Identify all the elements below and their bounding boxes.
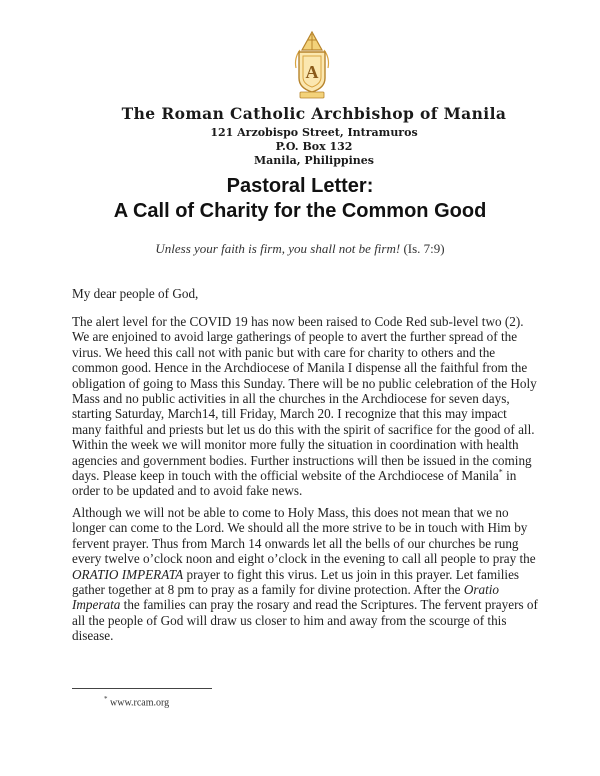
paragraph-2-part-1: Although we will not be able to come to Holy Mass, this does not mean that we no longer can come to the Lord. We should all the more strive to be in touch with Him by fervent prayer. Thus from March 14 onwards let all the bells of our churches be rung every twelve o’clock noon and eight o’clock in the evening to call all people to pray the [72,505,536,567]
letterhead-address-city: Manila, Philippines [253,154,374,167]
footnote-divider [72,688,212,689]
letter-subtitle: A Call of Charity for the Common Good [113,200,487,222]
epigraph [0,241,600,257]
salutation: My dear people of God, [72,286,199,301]
paragraph-2 [72,505,538,644]
paragraph-2-part-2: prayer to fight this virus. Let us join in this prayer. Let families gather together at 8 pm to pray as a family for divine protection. After the [72,566,520,598]
paragraph-1 [72,314,538,499]
oratio-imperata: Oratio Imperata [72,582,500,613]
oratio-imperata-caps: ORATIO IMPERATA [72,566,184,582]
epigraph-citation: (Is. 7:9) [403,241,445,256]
footnote-reference: * [498,467,503,477]
paragraph-2-part-3: the families can pray the rosary and read the Scriptures. The fervent prayers of all the people of God will draw us closer to him and away from the scourge of this disease. [72,597,538,644]
letter-title: Pastoral Letter: [226,175,374,197]
letterhead-address-pobox: P.O. Box 132 [275,140,353,153]
epigraph-quote: Unless your faith is firm, you shall not be firm! [155,241,401,256]
svg-text:A: A [305,62,319,82]
letterhead-address-street: 121 Arzobispo Street, Intramuros [210,126,418,139]
footnote [104,695,169,708]
paragraph-1-text: The alert level for the COVID 19 has now been raised to Code Red sub-level two (2). We are enjoined to avoid large gatherings of people to avert the further spread of the virus. We heed this call not with panic but with care for charity to others and the common good. Hence in the Archdiocese of Manila I dispense all the faithful from the obligation of going to Mass this Sunday. There will be no public celebration of the Holy Mass and no public activities in all the churches in the Archdiocese for seven days, starting Saturday, March14, till Friday, March 20. I recognize that this may impact many faithful and priests but let us do this with the spirit of sacrifice for the good of all. Within the week we will monitor more fully the situation in coordination with health agencies and government bodies. Further instructions will then be issued in the coming days. Please keep in touch with the official website of the Archdiocese of Manila [72,314,537,484]
archdiocese-crest-icon [288,28,336,100]
footnote-link: www.rcam.org [107,697,170,709]
letterhead-name: The Roman Catholic Archbishop of Manila [121,104,507,123]
paragraph-1-text-end: in order to be updated and to avoid fake news. [72,468,517,499]
footnote-mark: * [104,695,108,703]
